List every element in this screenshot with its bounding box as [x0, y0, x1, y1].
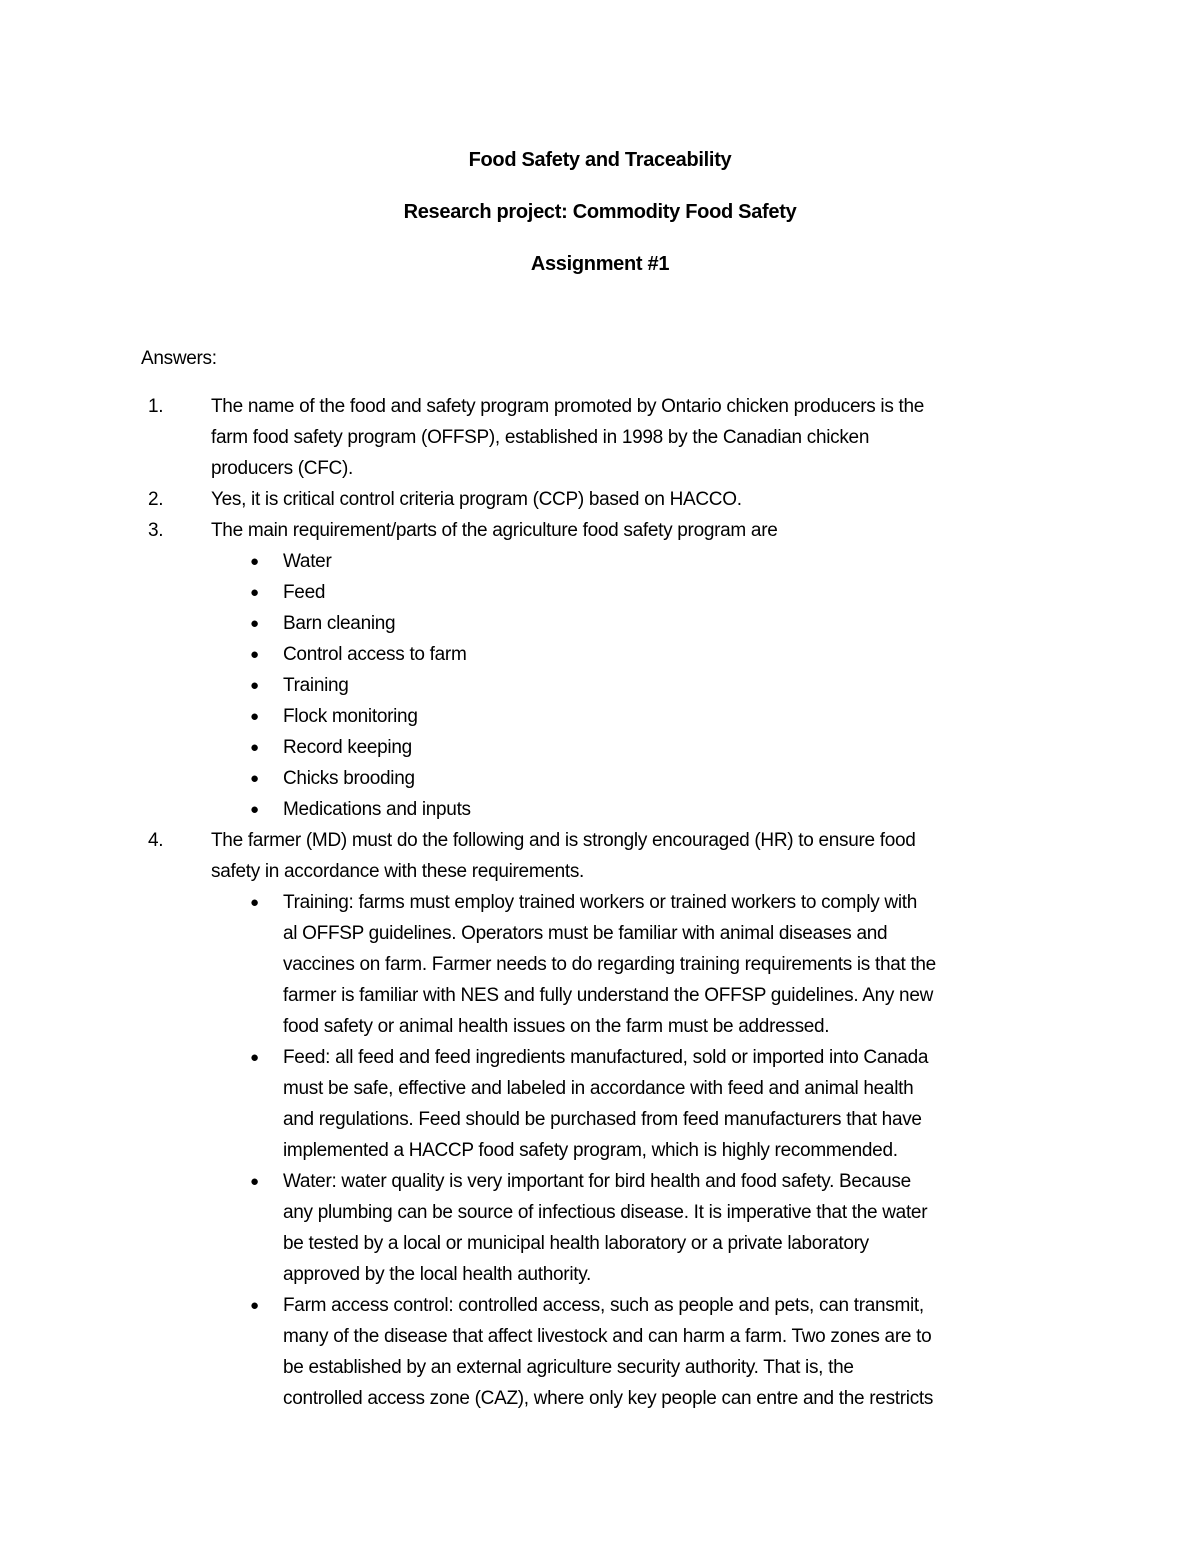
bullet-item-text: many of the disease that affect livestock and can harm a farm. Two zones are to — [283, 1326, 932, 1347]
bullet-icon: ● — [250, 646, 259, 663]
bullet-icon: ● — [250, 770, 259, 787]
bullet-item-line — [0, 732, 1200, 763]
bullet-item-text: Record keeping — [283, 737, 412, 758]
bullet-item-line — [0, 1073, 1200, 1104]
bullet-item-line — [0, 918, 1200, 949]
bullet-icon: ● — [250, 553, 259, 570]
bullet-icon: ● — [250, 1173, 259, 1190]
bullet-icon: ● — [250, 801, 259, 818]
bullet-item-line — [0, 1011, 1200, 1042]
bullet-item-line — [0, 546, 1200, 577]
bullet-item-line — [0, 887, 1200, 918]
bullet-item-line — [0, 1042, 1200, 1073]
bullet-item-text: farmer is familiar with NES and fully understand the OFFSP guidelines. Any new — [283, 985, 934, 1006]
bullet-icon: ● — [250, 677, 259, 694]
bullet-icon: ● — [250, 615, 259, 632]
bullet-item-line — [0, 639, 1200, 670]
bullet-icon: ● — [250, 894, 259, 911]
bullet-item-line — [0, 1383, 1200, 1414]
list-item-text: safety in accordance with these requirements. — [211, 861, 585, 882]
bullet-item-text: Feed: all feed and feed ingredients manufactured, sold or imported into Canada — [283, 1047, 929, 1068]
bullet-item-line — [0, 1321, 1200, 1352]
bullet-item-text: approved by the local health authority. — [283, 1264, 591, 1285]
bullet-item-line — [0, 794, 1200, 825]
list-item-text: The name of the food and safety program promoted by Ontario chicken producers is the — [211, 396, 925, 417]
bullet-item-line — [0, 577, 1200, 608]
bullet-item-line — [0, 1228, 1200, 1259]
list-item-line — [0, 825, 1200, 856]
bullet-item-line — [0, 1104, 1200, 1135]
bullet-icon: ● — [250, 708, 259, 725]
bullet-icon: ● — [250, 1049, 259, 1066]
answers-label: Answers: — [141, 348, 217, 369]
list-item-text: farm food safety program (OFFSP), established in 1998 by the Canadian chicken — [211, 427, 870, 448]
bullet-item-text: Training — [283, 675, 349, 696]
bullet-item-line — [0, 1197, 1200, 1228]
bullet-item-line — [0, 980, 1200, 1011]
bullet-icon: ● — [250, 739, 259, 756]
bullet-item-text: Water: water quality is very important for bird health and food safety. Because — [283, 1171, 911, 1192]
list-item-line — [0, 422, 1200, 453]
bullet-item-text: any plumbing can be source of infectious disease. It is imperative that the water — [283, 1202, 928, 1223]
list-item-text: The farmer (MD) must do the following and is strongly encouraged (HR) to ensure food — [211, 830, 916, 851]
bullet-item-text: implemented a HACCP food safety program, which is highly recommended. — [283, 1140, 898, 1161]
list-number: 2. — [148, 489, 164, 510]
bullet-icon: ● — [250, 1297, 259, 1314]
list-item-line — [0, 391, 1200, 422]
bullet-item-line — [0, 763, 1200, 794]
bullet-item-text: be tested by a local or municipal health laboratory or a private laboratory — [283, 1233, 869, 1254]
bullet-item-line — [0, 1166, 1200, 1197]
list-number: 1. — [148, 396, 164, 417]
list-item-line — [0, 484, 1200, 515]
bullet-item-line — [0, 1135, 1200, 1166]
bullet-item-text: Flock monitoring — [283, 706, 418, 727]
bullet-item-text: Barn cleaning — [283, 613, 396, 634]
list-number: 4. — [148, 830, 164, 851]
bullet-item-text: food safety or animal health issues on the farm must be addressed. — [283, 1016, 830, 1037]
list-number: 3. — [148, 520, 164, 541]
bullet-item-text: Chicks brooding — [283, 768, 415, 789]
bullet-item-text: be established by an external agriculture security authority. That is, the — [283, 1357, 854, 1378]
bullet-item-line — [0, 608, 1200, 639]
list-item-line — [0, 856, 1200, 887]
bullet-item-text: Medications and inputs — [283, 799, 471, 820]
bullet-item-line — [0, 701, 1200, 732]
list-item-line — [0, 515, 1200, 546]
bullet-item-line — [0, 1290, 1200, 1321]
list-item-text: producers (CFC). — [211, 458, 353, 479]
bullet-item-text: vaccines on farm. Farmer needs to do regarding training requirements is that the — [283, 954, 936, 975]
bullet-item-line — [0, 1259, 1200, 1290]
list-item-text: Yes, it is critical control criteria program (CCP) based on HACCO. — [211, 489, 742, 510]
answers-section — [0, 343, 1200, 1414]
bullet-item-text: Farm access control: controlled access, such as people and pets, can transmit, — [283, 1295, 924, 1316]
bullet-item-text: controlled access zone (CAZ), where only key people can entre and the restricts — [283, 1388, 934, 1409]
document-title: Food Safety and Traceability — [468, 149, 732, 171]
bullet-item-text: Training: farms must employ trained workers or trained workers to comply with — [283, 892, 918, 913]
bullet-item-text: must be safe, effective and labeled in accordance with feed and animal health — [283, 1078, 914, 1099]
document-subtitle: Research project: Commodity Food Safety — [403, 201, 797, 223]
bullet-item-text: and regulations. Feed should be purchased from feed manufacturers that have — [283, 1109, 922, 1130]
bullet-item-line — [0, 949, 1200, 980]
bullet-item-text: Feed — [283, 582, 326, 603]
bullet-item-text: al OFFSP guidelines. Operators must be familiar with animal diseases and — [283, 923, 888, 944]
bullet-item-text: Control access to farm — [283, 644, 467, 665]
list-item-text: The main requirement/parts of the agriculture food safety program are — [211, 520, 778, 541]
bullet-item-line — [0, 1352, 1200, 1383]
assignment-heading: Assignment #1 — [530, 253, 670, 275]
bullet-item-line — [0, 670, 1200, 701]
bullet-icon: ● — [250, 584, 259, 601]
list-item-line — [0, 453, 1200, 484]
bullet-item-text: Water — [283, 551, 332, 572]
